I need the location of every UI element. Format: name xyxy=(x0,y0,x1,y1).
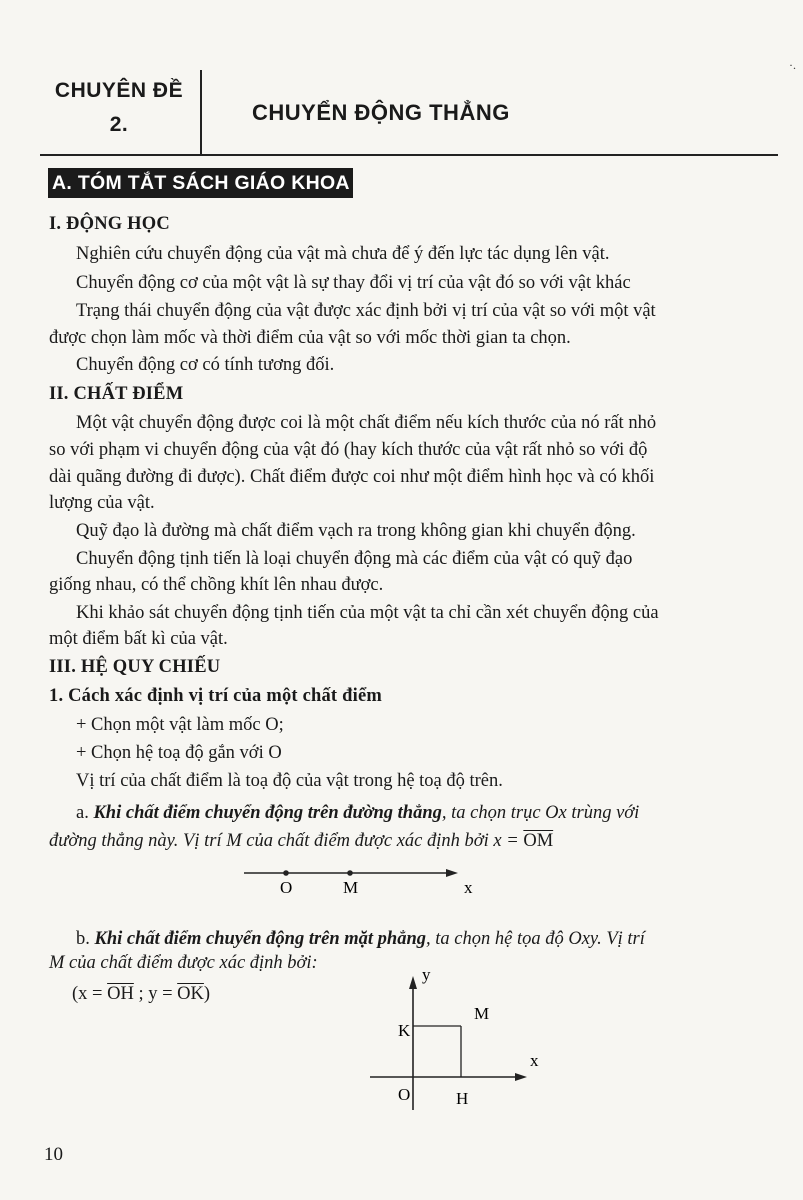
item-b-emphasis: Khi chất điểm chuyển động trên mặt phẳng xyxy=(94,929,427,949)
paragraph: Một vật chuyển động được coi là một chất điểm nếu kích thước của nó rất nhỏ xyxy=(76,413,657,433)
paragraph: so với phạm vi chuyển động của vật đó (hay kích thước của vật rất nhỏ so với độ xyxy=(49,440,648,460)
bullet: + Chọn hệ toạ độ gắn với O xyxy=(76,743,282,763)
paragraph: Trạng thái chuyển động của vật được xác định bởi vị trí của vật so với một vật xyxy=(76,301,656,321)
item-b-line2: M của chất điểm được xác định bởi: xyxy=(49,953,318,973)
label-x: x xyxy=(464,878,473,897)
item-a-emphasis: Khi chất điểm chuyển động trên đường thẳng xyxy=(93,803,442,823)
item-a-rest: , ta chọn trục Ox trùng với xyxy=(441,803,640,823)
section-a-banner: A. TÓM TẮT SÁCH GIÁO KHOA xyxy=(48,168,353,198)
paragraph: giống nhau, có thể chồng khít lên nhau được. xyxy=(49,575,384,595)
item-b-rest: , ta chọn hệ tọa độ Oxy. Vị trí xyxy=(426,929,645,949)
x-arrow xyxy=(515,1073,527,1081)
label-x: x xyxy=(530,1051,539,1070)
topic-line-2: 2. xyxy=(109,113,129,136)
formula-mid: ; y = xyxy=(133,984,178,1004)
label-y: y xyxy=(422,965,431,984)
header-divider xyxy=(200,70,202,156)
chapter-title: CHUYỂN ĐỘNG THẲNG xyxy=(252,100,510,125)
page-number: 10 xyxy=(44,1144,63,1165)
paragraph: Nghiên cứu chuyển động của vật mà chưa để ý đến lực tác dụng lên vật. xyxy=(76,244,610,264)
point-o xyxy=(283,870,289,876)
point-m xyxy=(347,870,353,876)
label-m: M xyxy=(474,1004,490,1023)
paragraph: Khi khảo sát chuyển động tịnh tiến của một vật ta chỉ cần xét chuyển động của xyxy=(76,603,659,623)
number-line-diagram xyxy=(240,866,490,898)
label-o: O xyxy=(398,1085,411,1104)
paragraph: dài quãng đường đi được). Chất điểm được coi như một điểm hình học và có khối xyxy=(49,467,655,487)
heading-dong-hoc: I. ĐỘNG HỌC xyxy=(49,214,170,234)
y-arrow xyxy=(409,976,417,989)
item-b xyxy=(76,928,645,950)
heading-chat-diem: II. CHẤT ĐIỂM xyxy=(49,384,184,404)
item-a-line2 xyxy=(49,830,553,852)
paragraph: được chọn làm mốc và thời điểm của vật so với mốc thời gian ta chọn. xyxy=(49,328,571,348)
paragraph: Chuyển động cơ có tính tương đối. xyxy=(76,355,335,375)
vector-om: $\overline{OM}$ xyxy=(523,831,554,851)
paragraph: một điểm bất kì của vật. xyxy=(49,629,228,649)
topic-line-1: CHUYÊN ĐỀ xyxy=(54,79,184,102)
label-k: K xyxy=(398,1021,411,1040)
topic-label xyxy=(40,74,198,154)
item-a xyxy=(76,802,639,824)
paragraph: Vị trí của chất điểm là toạ độ của vật trong hệ toạ độ trên. xyxy=(76,771,503,791)
arrow-head xyxy=(446,869,458,877)
heading-he-quy-chieu: III. HỆ QUY CHIẾU xyxy=(49,657,221,677)
item-a-label: a. xyxy=(76,803,94,823)
header-rule xyxy=(40,154,778,156)
item-a-line2-text: đường thẳng này. Vị trí M của chất điểm được xác định bởi x = xyxy=(49,831,524,851)
paragraph: Chuyển động tịnh tiến là loại chuyển động mà các điểm của vật có quỹ đạo xyxy=(76,549,633,569)
paragraph: lượng của vật. xyxy=(49,493,155,513)
paragraph: Quỹ đạo là đường mà chất điểm vạch ra trong không gian khi chuyển động. xyxy=(76,521,636,541)
scan-speck: ·. xyxy=(789,58,796,72)
item-b-label: b. xyxy=(76,929,95,949)
label-m: M xyxy=(343,878,359,897)
formula-oxy xyxy=(72,983,210,1005)
subheading-vi-tri: 1. Cách xác định vị trí của một chất điểm xyxy=(49,686,382,706)
label-h: H xyxy=(456,1089,469,1108)
oxy-diagram xyxy=(360,962,560,1112)
vector-oh: $\overline{OH}$ xyxy=(107,984,134,1004)
label-o: O xyxy=(280,878,293,897)
formula-open: (x = xyxy=(72,984,108,1004)
formula-close: ) xyxy=(203,984,211,1004)
bullet: + Chọn một vật làm mốc O; xyxy=(76,715,284,735)
vector-ok: $\overline{OK}$ xyxy=(177,984,204,1004)
paragraph: Chuyển động cơ của một vật là sự thay đổi vị trí của vật đó so với vật khác xyxy=(76,273,631,293)
